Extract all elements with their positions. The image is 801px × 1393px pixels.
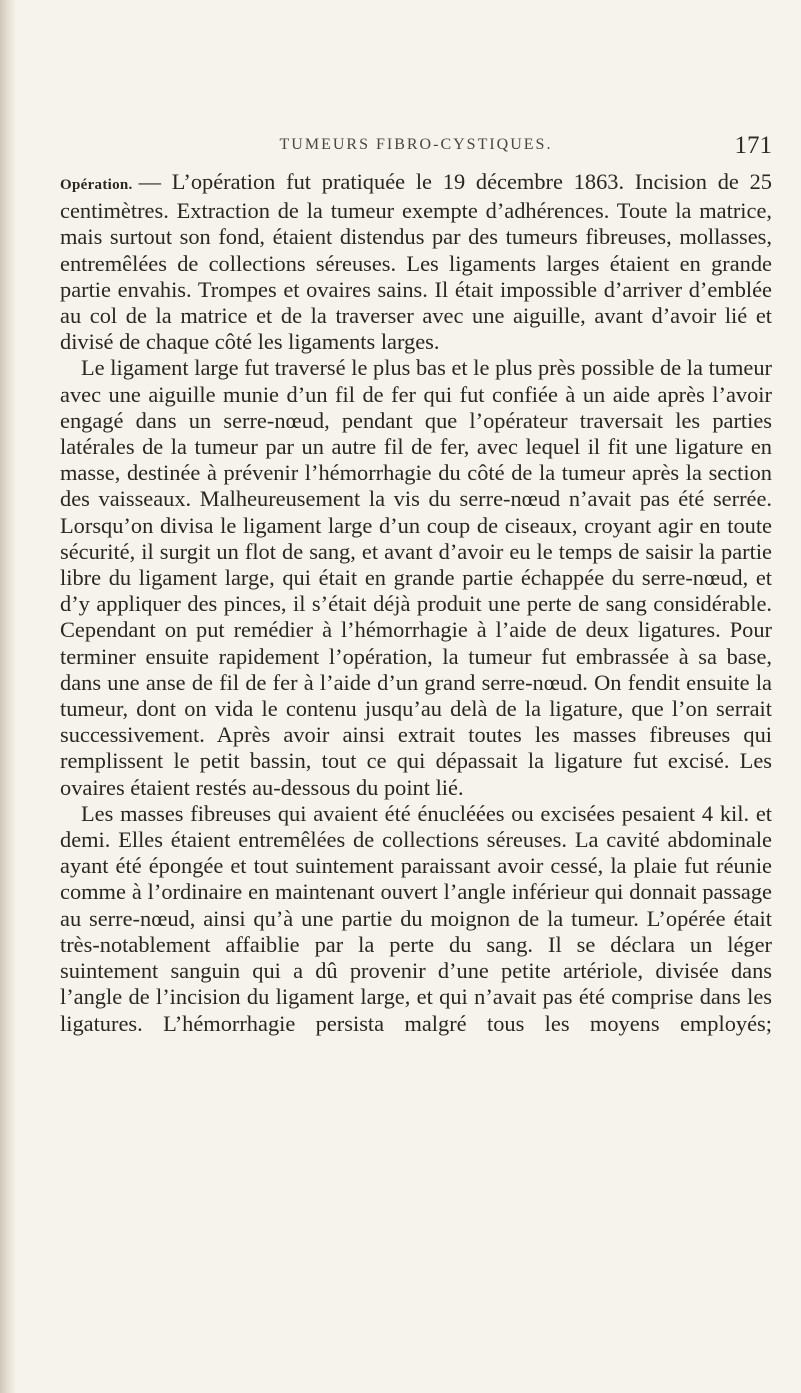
paragraph-text: — L’opération fut pratiquée le 19 décembre 1863. Incision de 25 centimètres. Extraction de la tumeur exempte d’adhérences. Toute la matrice, mais surtout son fond, étaient distendus par des tumeurs fibreuses, mollasses, entremêlées de collections séreuses. Les ligaments larges étaient en grande partie envahis. Trompes et ovaires sains. Il était impossible d’arriver d’emblée au col de la matrice et de la traverser avec une aiguille, avant d’avoir lié et divisé de chaque côté les ligaments larges. [60,169,772,355]
paragraph-ligament: Le ligament large fut traversé le plus bas et le plus près possible de la tumeur avec une aiguille munie d’un fil de fer qui fut confiée à un aide après l’avoir engagé dans un serre-nœud, pendant que l’opérateur traversait les parties latérales de la tumeur par un autre fil de fer, avec lequel il fit une ligature en masse, destinée à prévenir l’hémorrhagie du côté de la tumeur après la section des vaisseaux. Malheureusement la vis du serre-nœud n’avait pas été serrée. Lorsqu’on divisa le ligament large d’un coup de ciseaux, croyant agir en toute sécurité, il surgit un flot de sang, et avant d’avoir eu le temps de saisir la partie libre du ligament large, qui était en grande partie échappée du serre-nœud, et d’y appliquer des pinces, il s’était déjà produit une perte de sang considérable. Cependant on put remédier à l’hémorrhagie à l’aide de deux ligatures. Pour terminer ensuite rapidement l’opération, la tumeur fut embrassée à sa base, dans une anse de fil de fer à l’aide d’un grand serre-nœud. On fendit ensuite la tumeur, dont on vida le contenu jusqu’au delà de la ligature, que l’on serrait successivement. Après avoir ainsi extrait toutes les masses fibreuses qui remplissent le petit bassin, tout ce qui dépassait la ligature fut excisé. Les ovaires étaient restés au-dessous du point lié. [60,355,772,800]
section-label: Opération. [60,177,133,193]
running-head [60,132,772,162]
page-number: 171 [734,132,772,159]
paragraph-masses: Les masses fibreuses qui avaient été énucléées ou excisées pesaient 4 kil. et demi. Elles étaient entremêlées de collections séreuses. La cavité abdominale ayant été épongée et tout suintement paraissant avoir cessé, la plaie fut réunie comme à l’ordinaire en maintenant ouvert l’angle inférieur qui donnait passage au serre-nœud, ainsi qu’à une partie du moignon de la tumeur. L’opérée était très-notablement affaiblie par la perte du sang. Il se déclara un léger suintement sanguin qui a dû provenir d’une petite artériole, divisée dans l’angle de l’incision du ligament large, et qui n’avait pas été comprise dans les ligatures. L’hémorrhagie persista malgré tous les moyens employés; [60,800,772,1036]
paragraph-operation [60,169,772,355]
page-gutter-shadow [0,0,16,1393]
running-title: TUMEURS FIBRO-CYSTIQUES. [279,136,553,153]
body-text [60,169,772,1037]
